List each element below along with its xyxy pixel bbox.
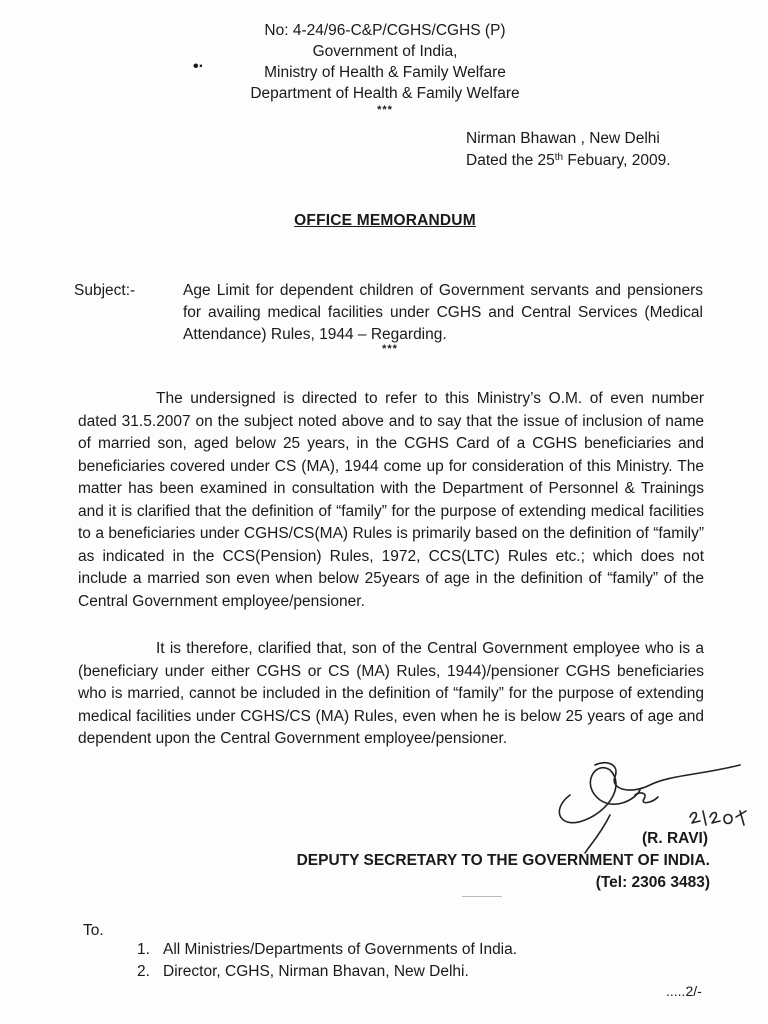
scan-speck: •· <box>193 58 204 75</box>
signature-date-scribble <box>690 811 746 825</box>
government-line: Government of India, <box>312 43 458 60</box>
signature-stroke-cross <box>635 793 658 803</box>
page-continuation: .....2/- <box>666 983 702 999</box>
signature-stroke-loop <box>559 768 640 823</box>
date-ordinal: th <box>554 152 564 163</box>
place-line: Nirman Bhawan , New Delhi <box>466 130 660 147</box>
letterhead <box>180 20 590 116</box>
subject-text: Age Limit for dependent children of Government servants and pensioners for availing medical facilities under CGHS and Central Services (Medical Attendance) Rules, 1944 – Regarding. <box>183 282 703 343</box>
recipient-number: 1. <box>137 941 150 958</box>
divider <box>462 896 502 897</box>
recipient-list <box>137 939 517 983</box>
recipient-number: 2. <box>137 963 150 980</box>
signature-stroke-tail <box>585 815 610 853</box>
subject-label: Subject:- <box>74 282 136 299</box>
department-line: Department of Health & Family Welfare <box>250 85 520 102</box>
subject-separator: *** <box>382 343 398 355</box>
signature-stroke-flourish <box>595 763 740 790</box>
recipient-text: All Ministries/Departments of Governments of India. <box>163 941 518 958</box>
recipient-text: Director, CGHS, Nirman Bhavan, New Delhi. <box>163 963 469 980</box>
list-item <box>137 939 517 961</box>
signatory-telephone: (Tel: 2306 3483) <box>595 874 710 891</box>
body-paragraph-1: The undersigned is directed to refer to this Ministry’s O.M. of even number dated 31.5.2007 on the subject noted above and to say that the issue of inclusion of name of married son, aged below 25 years, in the CGHS Card of a CGHS beneficiaries and beneficiaries covered under CS (MA), 1944 come up for consideration of this Ministry. The matter has been examined in consultation with the Department of Personnel & Trainings and it is clarified that the definition of “family” for the purpose of extending medical facilities to a beneficiaries under CGHS/CS(MA) Rules is primarily based on the definition of “family” as indicated in the CCS(Pension) Rules, 1972, CCS(LTC) Rules etc.; which does not include a married son even when below 25years of age in the definition of “family” of the Central Government employee/pensioner. <box>78 390 704 610</box>
body-paragraph-2: It is therefore, clarified that, son of the Central Government employee who is a (beneficiary under either CGHS or CS (MA) Rules, 1944)/pensioner CGHS beneficiaries who is married, cannot be included in the definition of “family” for the purpose of extending medical facilities under CGHS/CS (MA) Rules, even when he is below 25 years of age and dependent upon the Central Government employee/pensioner. <box>78 640 704 747</box>
date-rest: Febuary, 2009. <box>563 152 671 169</box>
date-line <box>466 150 671 172</box>
ministry-line: Ministry of Health & Family Welfare <box>264 64 506 81</box>
memo-title: OFFICE MEMORANDUM <box>294 212 476 229</box>
date-prefix: Dated the 25 <box>466 152 555 169</box>
list-item <box>137 961 517 983</box>
file-number: No: 4-24/96-C&P/CGHS/CGHS (P) <box>264 22 506 39</box>
header-separator: *** <box>377 104 393 116</box>
place-date-block <box>466 128 671 172</box>
distribution-label: To. <box>83 922 104 939</box>
signatory-name: (R. RAVI) <box>641 830 708 847</box>
signatory-designation: DEPUTY SECRETARY TO THE GOVERNMENT OF INDIA. <box>296 852 710 869</box>
